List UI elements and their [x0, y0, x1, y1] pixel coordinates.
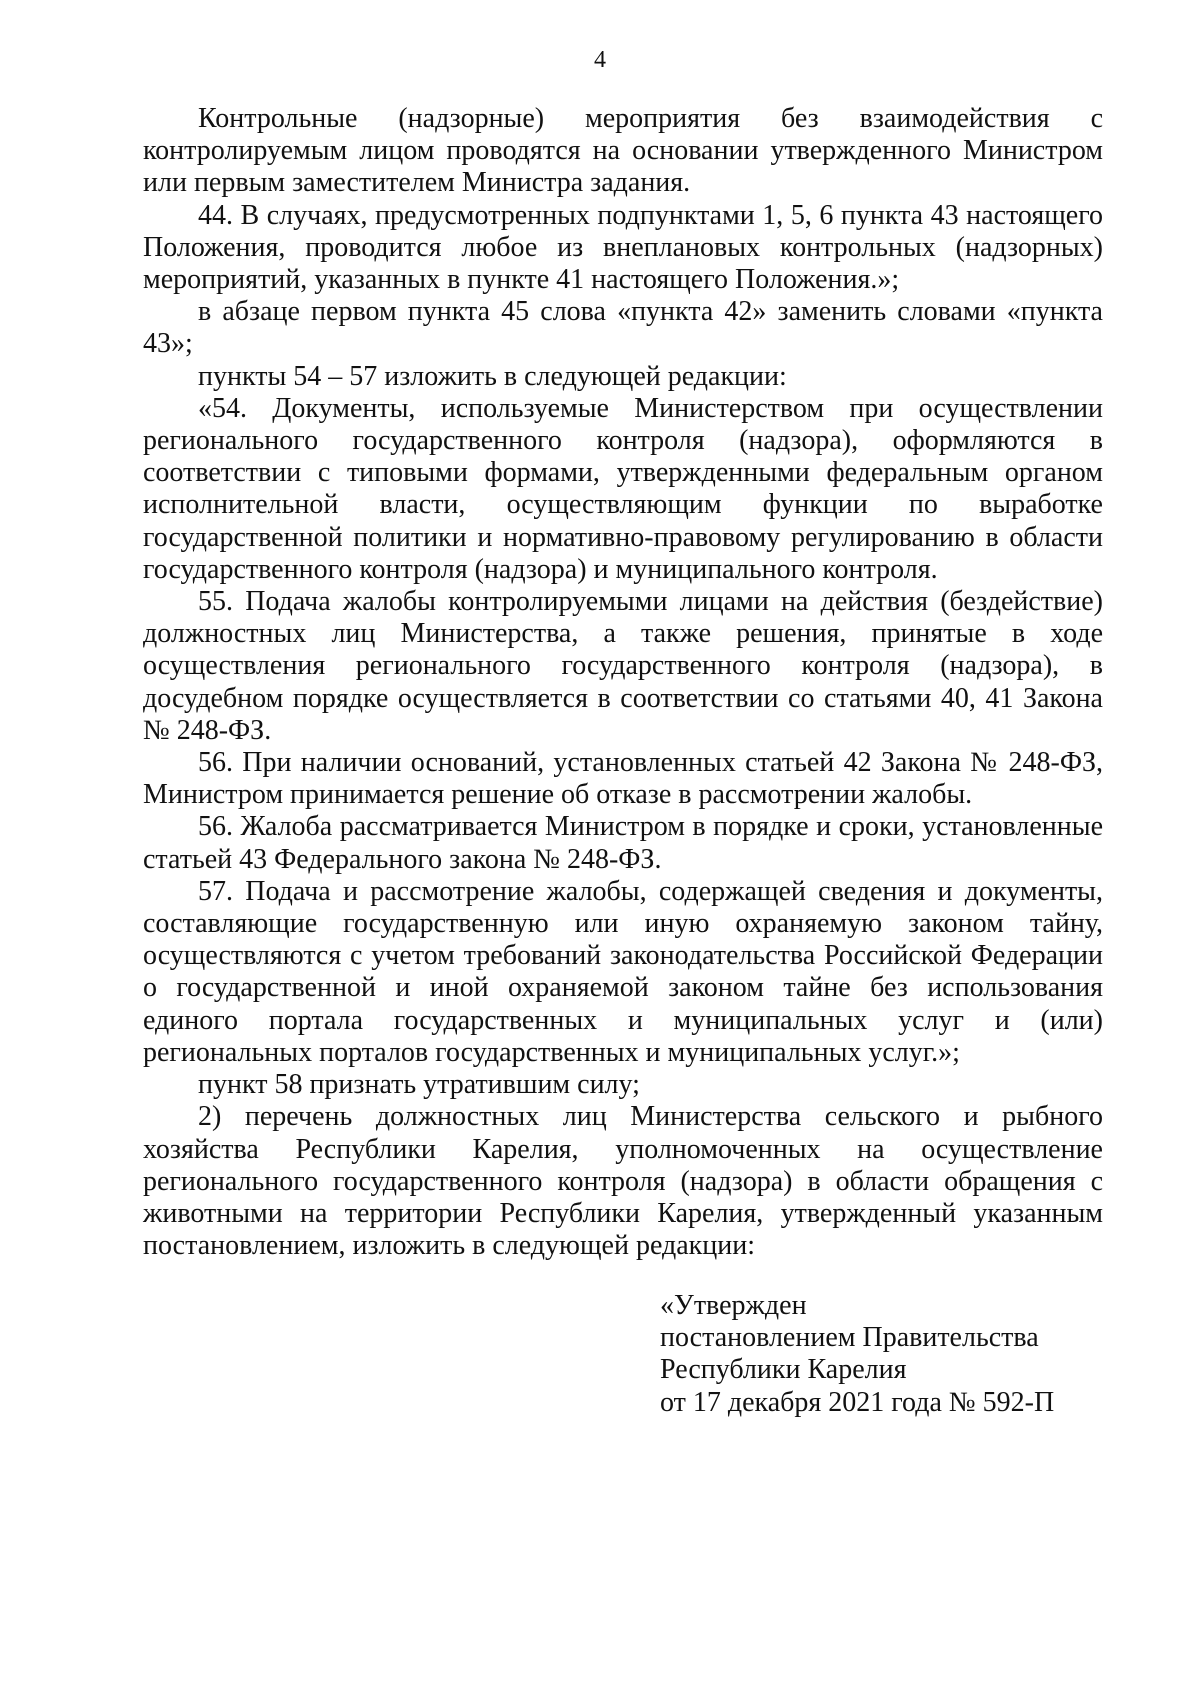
paragraph-item-56-refusal: 56. При наличии оснований, установленных статьей 42 Закона № 248-ФЗ, Министром принимается решение об отказе в рассмотрении жалобы.	[143, 747, 1103, 811]
paragraph-item-58-repeal: пункт 58 признать утратившим силу;	[198, 1069, 640, 1101]
approval-line-date-number: от 17 декабря 2021 года № 592-П	[660, 1386, 1055, 1418]
paragraph-control-measures: Контрольные (надзорные) мероприятия без взаимодействия с контролируемым лицом проводятся на основании утвержденного Министром или первым заместителем Министра задания.	[143, 103, 1103, 199]
paragraph-item-54: «54. Документы, используемые Министерством при осуществлении регионального государственного контроля (надзора), оформляются в соответствии с типовыми формами, утвержденными федеральным органом исполнительной власти, осуществляющим функции по выработке государственной политики и нормативно-правовому регулированию в области государственного контроля (надзора) и муниципального контроля.	[143, 392, 1103, 585]
approval-line-resolution: постановлением Правительства	[660, 1322, 1039, 1354]
paragraph-item-57: 57. Подача и рассмотрение жалобы, содержащей сведения и документы, составляющие государственную или иную охраняемую законом тайну, осуществляются с учетом требований законодательства Российской Федерации о государственной и иной охраняемой законом тайне без использования единого портала государственных и муниципальных услуг и (или) региональных порталов государственных и муниципальных услуг.»;	[143, 875, 1103, 1068]
paragraph-item-55: 55. Подача жалобы контролируемыми лицами на действия (бездействие) должностных лиц Министерства, а также решения, принятые в ходе осуществления регионального государственного контроля (надзора), в досудебном порядке осуществляется в соответствии со статьями 40, 41 Закона № 248-ФЗ.	[143, 586, 1103, 746]
paragraph-item-44: 44. В случаях, предусмотренных подпунктами 1, 5, 6 пункта 43 настоящего Положения, проводится любое из внеплановых контрольных (надзорных) мероприятий, указанных в пункте 41 настоящего Положения.»;	[143, 199, 1103, 296]
approval-line-republic: Республики Карелия	[660, 1354, 907, 1386]
approval-line-approved: «Утвержден	[660, 1290, 807, 1321]
paragraph-items-54-57-intro: пункты 54 – 57 изложить в следующей редакции:	[198, 360, 787, 392]
paragraph-item-45-amendment: в абзаце первом пункта 45 слова «пункта 42» заменить словами «пункта 43»;	[143, 296, 1103, 360]
paragraph-officials-list: 2) перечень должностных лиц Министерства сельского и рыбного хозяйства Республики Карелия, уполномоченных на осуществление регионального государственного контроля (надзора) в области обращения с животными на территории Республики Карелия, утвержденный указанным постановлением, изложить в следующей редакции:	[143, 1101, 1103, 1262]
page-number: 4	[594, 47, 606, 73]
approval-block	[660, 1290, 1120, 1419]
paragraph-item-56-review: 56. Жалоба рассматривается Министром в порядке и сроки, установленные статьей 43 Федерального закона № 248-ФЗ.	[143, 811, 1103, 875]
document-body	[143, 103, 1103, 1262]
